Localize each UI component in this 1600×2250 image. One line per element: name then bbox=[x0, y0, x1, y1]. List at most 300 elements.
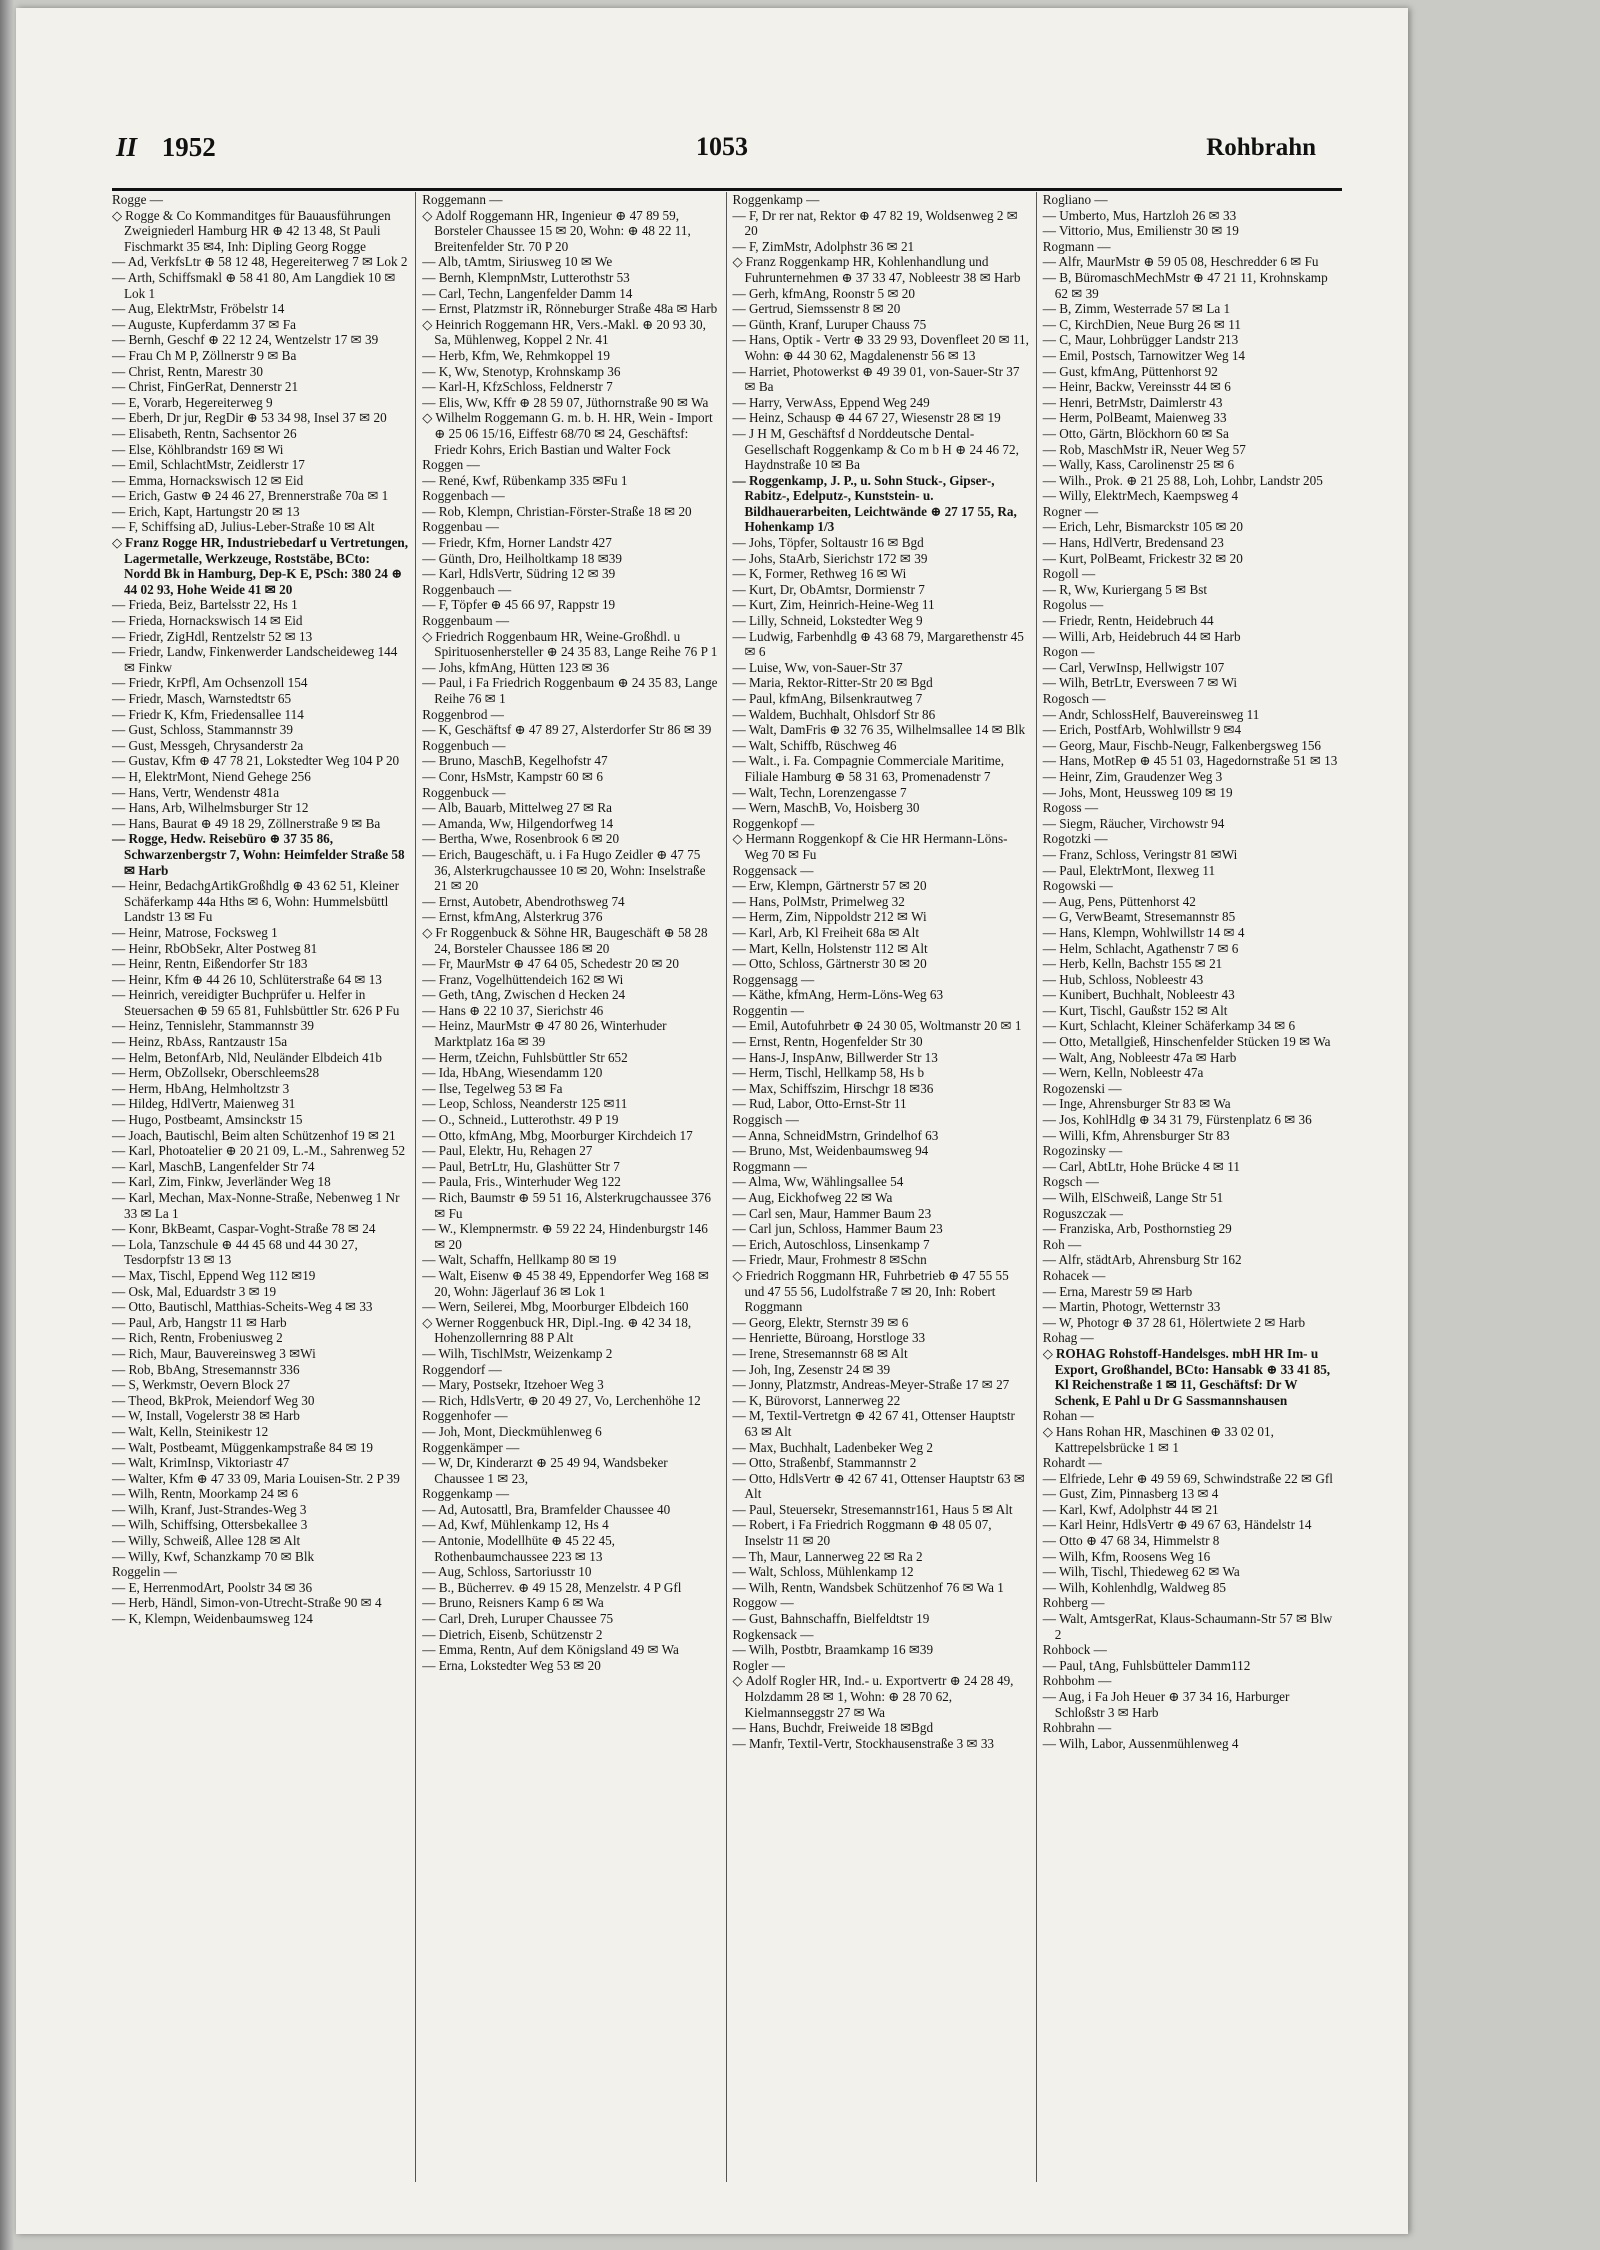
directory-entry bbox=[1043, 1128, 1340, 1144]
directory-entry bbox=[112, 1128, 409, 1144]
directory-entry bbox=[1043, 473, 1340, 489]
entry-text: — Heinr, Rentn, Eißendorfer Str 183 bbox=[112, 956, 308, 972]
directory-entry bbox=[422, 1252, 719, 1268]
directory-entry bbox=[112, 1346, 409, 1362]
directory-entry bbox=[112, 644, 409, 675]
directory-entry bbox=[1043, 863, 1340, 879]
surname-heading bbox=[733, 1159, 1030, 1175]
entry-text: — Walt, Eisenw ⊕ 45 38 49, Eppendorfer Weg 168 ✉ 20, Wohn: Jägerlauf 36 ✉ Lok 1 bbox=[422, 1267, 710, 1299]
entry-text: — J H M, Geschäftsf d Norddeutsche Dental-Gesellschaft Roggenkamp & Co m b H ⊕ 24 46 72, Haydnstraße 10 ✉ Ba bbox=[732, 425, 1019, 473]
directory-entry bbox=[1043, 1549, 1340, 1565]
directory-columns bbox=[106, 192, 1346, 2182]
directory-entry bbox=[112, 691, 409, 707]
entry-text: — F, Töpfer ⊕ 45 66 97, Rappstr 19 bbox=[422, 597, 616, 613]
entry-text: Rogliano — bbox=[1042, 192, 1108, 207]
entry-text: — Carl jun, Schloss, Hammer Baum 23 bbox=[732, 1221, 943, 1237]
directory-entry bbox=[733, 1065, 1030, 1081]
directory-entry bbox=[1043, 972, 1340, 988]
entry-text: — Wilh, Labor, Aussenmühlenweg 4 bbox=[1042, 1735, 1239, 1751]
directory-entry bbox=[1043, 909, 1340, 925]
entry-text: — Bernh, Geschf ⊕ 22 12 24, Wentzelstr 17 ✉ 39 bbox=[112, 332, 379, 348]
entry-text: — K, Bürovorst, Lannerweg 22 bbox=[732, 1392, 901, 1408]
directory-entry bbox=[422, 847, 719, 894]
directory-entry bbox=[422, 597, 719, 613]
entry-text: — Otto, Schloss, Gärtnerstr 30 ✉ 20 bbox=[732, 956, 927, 972]
directory-entry bbox=[1043, 1190, 1340, 1206]
entry-text: — W, Install, Vogelerstr 38 ✉ Harb bbox=[112, 1408, 300, 1424]
surname-heading bbox=[1043, 831, 1340, 847]
entry-text: — Ernst, Autobetr, Abendrothsweg 74 bbox=[422, 893, 625, 909]
directory-entry bbox=[733, 629, 1030, 660]
entry-text: Roggensagg — bbox=[732, 971, 815, 987]
directory-entry bbox=[1043, 379, 1340, 395]
entry-text: — Erich, Autoschloss, Linsenkamp 7 bbox=[732, 1236, 930, 1252]
directory-entry bbox=[733, 753, 1030, 784]
directory-entry bbox=[422, 925, 719, 956]
entry-text: — Ad, Kwf, Mühlenkamp 12, Hs 4 bbox=[422, 1517, 609, 1533]
entry-text: — Friedr, Rentn, Heidebruch 44 bbox=[1042, 613, 1214, 629]
directory-entry bbox=[1043, 1564, 1340, 1580]
directory-entry bbox=[112, 1408, 409, 1424]
directory-entry bbox=[112, 1580, 409, 1596]
entry-text: — Paul, tAng, Fuhlsbütteler Damm112 bbox=[1042, 1657, 1251, 1673]
directory-entry bbox=[1043, 535, 1340, 551]
directory-entry bbox=[733, 1252, 1030, 1268]
directory-entry bbox=[112, 379, 409, 395]
directory-entry bbox=[422, 1377, 719, 1393]
entry-text: Rogosch — bbox=[1042, 691, 1106, 706]
entry-text: — Frau Ch M P, Zöllnerstr 9 ✉ Ba bbox=[112, 347, 297, 363]
surname-heading bbox=[422, 1486, 719, 1502]
directory-entry bbox=[112, 1502, 409, 1518]
directory-entry bbox=[422, 566, 719, 582]
entry-text: — Herb, Händl, Simon-von-Utrecht-Straße 90 ✉ 4 bbox=[112, 1595, 382, 1611]
entry-text: — Walter, Kfm ⊕ 47 33 09, Maria Louisen-Str. 2 P 39 bbox=[112, 1470, 400, 1486]
running-title: Rohbrahn bbox=[1206, 134, 1316, 161]
entry-text: — Bruno, Mst, Weidenbaumsweg 94 bbox=[732, 1143, 929, 1159]
entry-text: — Umberto, Mus, Hartzloh 26 ✉ 33 bbox=[1042, 207, 1237, 223]
directory-entry bbox=[733, 1502, 1030, 1518]
surname-heading bbox=[1043, 192, 1340, 208]
entry-text: — Franziska, Arb, Posthornstieg 29 bbox=[1042, 1221, 1232, 1237]
entry-text: Rogner — bbox=[1042, 503, 1099, 519]
entry-text: — Gust, Messgeh, Chrysanderstr 2a bbox=[112, 737, 304, 753]
entry-text: — Paula, Fris., Winterhuder Weg 122 bbox=[422, 1174, 621, 1190]
directory-entry bbox=[733, 941, 1030, 957]
directory-entry bbox=[1043, 1315, 1340, 1331]
directory-entry bbox=[112, 1611, 409, 1627]
entry-text: ROHAG Rohstoff-Handelsges. mbH HR Im- u Export, Großhandel, BCto: Hansabk ⊕ 33 41 85, Kl Reichenstraße 1 ✉ 11, Geschäftsf: Dr W Schenk, E Pahl u Dr G Sassmannshausen bbox=[1054, 1345, 1331, 1408]
entry-text: — Franz, Schloss, Veringstr 81 ✉Wi bbox=[1042, 846, 1238, 862]
directory-entry bbox=[422, 1221, 719, 1252]
diamond-marker-icon: ◇ bbox=[112, 207, 123, 223]
entry-text: — Georg, Elektr, Sternstr 39 ✉ 6 bbox=[732, 1314, 909, 1330]
surname-heading bbox=[1043, 239, 1340, 255]
diamond-marker-icon: ◇ bbox=[732, 254, 743, 270]
entry-text: — Hans, PolMstr, Primelweg 32 bbox=[732, 893, 905, 909]
directory-entry bbox=[112, 317, 409, 333]
directory-entry bbox=[112, 1112, 409, 1128]
directory-entry bbox=[422, 1455, 719, 1486]
surname-heading bbox=[733, 1112, 1030, 1128]
surname-heading bbox=[1043, 597, 1340, 613]
directory-entry bbox=[112, 1034, 409, 1050]
directory-entry bbox=[733, 208, 1030, 239]
entry-text: — Friedr, Maur, Frohmestr 8 ✉Schn bbox=[732, 1252, 927, 1268]
directory-entry bbox=[1043, 208, 1340, 224]
directory-entry bbox=[1043, 1580, 1340, 1596]
surname-heading bbox=[1043, 1237, 1340, 1253]
entry-text: — Walt, Ang, Nobleestr 47a ✉ Harb bbox=[1042, 1049, 1237, 1065]
directory-entry bbox=[733, 738, 1030, 754]
entry-text: Franz Rogge HR, Industriebedarf u Vertretungen, Lagermetalle, Werkzeuge, Roststäbe, BCto: Nordd Bk in Hamburg, Dep-K E, PSch: 380 24 ⊕ 44 02 93, Hohe Weide 41 ✉ 20 bbox=[124, 535, 409, 597]
surname-heading bbox=[733, 816, 1030, 832]
directory-entry bbox=[422, 831, 719, 847]
entry-text: — Wilh, Kfm, Roosens Weg 16 bbox=[1042, 1548, 1211, 1564]
directory-entry bbox=[733, 582, 1030, 598]
diamond-marker-icon: ◇ bbox=[422, 628, 433, 644]
entry-text: — René, Kwf, Rübenkamp 335 ✉Fu 1 bbox=[422, 472, 628, 488]
column-2 bbox=[416, 192, 726, 2182]
directory-entry bbox=[733, 1050, 1030, 1066]
entry-text: — Carl, AbtLtr, Hohe Brücke 4 ✉ 11 bbox=[1042, 1158, 1240, 1174]
entry-text: — Ad, Autosattl, Bra, Bramfelder Chaussee 40 bbox=[422, 1501, 671, 1517]
directory-entry bbox=[1043, 675, 1340, 691]
directory-entry bbox=[733, 1034, 1030, 1050]
entry-text: Rohag — bbox=[1042, 1330, 1094, 1346]
directory-entry bbox=[422, 1564, 719, 1580]
directory-entry bbox=[1043, 613, 1340, 629]
entry-text: Roggenbach — bbox=[422, 488, 505, 504]
surname-heading bbox=[422, 738, 719, 754]
directory-entry bbox=[1043, 442, 1340, 458]
entry-text: — Ludwig, Farbenhdlg ⊕ 43 68 79, Margarethenstr 45 ✉ 6 bbox=[732, 628, 1024, 660]
directory-entry bbox=[112, 769, 409, 785]
entry-text: — Gertrud, Siemssenstr 8 ✉ 20 bbox=[732, 301, 901, 317]
directory-entry bbox=[1043, 254, 1340, 270]
directory-entry bbox=[1043, 738, 1340, 754]
entry-text: Rogoss — bbox=[1042, 800, 1099, 816]
surname-heading bbox=[422, 192, 719, 208]
directory-entry bbox=[1043, 1517, 1340, 1533]
entry-text: Rohardt — bbox=[1042, 1455, 1102, 1471]
directory-entry bbox=[112, 941, 409, 957]
entry-text: — Rob, MaschMstr iR, Neuer Weg 57 bbox=[1042, 441, 1246, 457]
entry-text: — Kurt, Zim, Heinrich-Heine-Weg 11 bbox=[732, 597, 935, 613]
entry-text: — Geth, tAng, Zwischen d Hecken 24 bbox=[422, 987, 626, 1003]
entry-text: — Karl, Zim, Finkw, Jeverländer Weg 18 bbox=[112, 1174, 331, 1190]
directory-entry bbox=[422, 317, 719, 348]
entry-text: — Otto, kfmAng, Mbg, Moorburger Kirchdeich 17 bbox=[422, 1127, 693, 1143]
directory-entry bbox=[112, 1315, 409, 1331]
surname-heading bbox=[1043, 504, 1340, 520]
entry-text: — Auguste, Kupferdamm 37 ✉ Fa bbox=[112, 316, 296, 332]
entry-text: — Luise, Ww, von-Sauer-Str 37 bbox=[732, 659, 903, 675]
directory-entry bbox=[422, 629, 719, 660]
directory-entry bbox=[112, 254, 409, 270]
directory-entry bbox=[1043, 364, 1340, 380]
directory-entry bbox=[112, 332, 409, 348]
directory-entry bbox=[1043, 1424, 1340, 1455]
directory-entry bbox=[422, 816, 719, 832]
entry-text: — Wilh., Prok. ⊕ 21 25 88, Loh, Lohbr, Landstr 205 bbox=[1042, 472, 1323, 488]
entry-text: — Carl, VerwInsp, Hellwigstr 107 bbox=[1042, 659, 1225, 675]
directory-entry bbox=[733, 1549, 1030, 1565]
surname-heading bbox=[733, 863, 1030, 879]
entry-text: — Willy, Kwf, Schanzkamp 70 ✉ Blk bbox=[112, 1548, 315, 1564]
directory-entry bbox=[1043, 941, 1340, 957]
directory-entry bbox=[112, 816, 409, 832]
directory-entry bbox=[422, 1128, 719, 1144]
entry-text: Rogozinsky — bbox=[1042, 1143, 1123, 1159]
entry-text: — Aug, Pens, Püttenhorst 42 bbox=[1042, 893, 1196, 909]
directory-entry bbox=[733, 660, 1030, 676]
directory-entry bbox=[1043, 1003, 1340, 1019]
header-rule bbox=[112, 188, 1342, 191]
directory-entry bbox=[733, 785, 1030, 801]
entry-text: — Herb, Kfm, We, Rehmkoppel 19 bbox=[422, 347, 610, 363]
surname-heading bbox=[1043, 1408, 1340, 1424]
directory-entry bbox=[112, 1081, 409, 1097]
entry-text: Rohacek — bbox=[1042, 1267, 1106, 1283]
directory-entry bbox=[1043, 488, 1340, 504]
entry-text: — Robert, i Fa Friedrich Roggmann ⊕ 48 05 07, Inselstr 11 ✉ 20 bbox=[732, 1517, 992, 1549]
surname-heading bbox=[733, 1658, 1030, 1674]
directory-entry bbox=[112, 208, 409, 255]
entry-text: — Emma, Hornackswisch 12 ✉ Eid bbox=[112, 472, 304, 488]
directory-entry bbox=[422, 1018, 719, 1049]
surname-heading bbox=[1043, 1720, 1340, 1736]
entry-text: — Vittorio, Mus, Emilienstr 30 ✉ 19 bbox=[1042, 223, 1239, 239]
directory-entry bbox=[112, 987, 409, 1018]
entry-text: — Herm, HbAng, Helmholtzstr 3 bbox=[112, 1080, 290, 1096]
entry-text: — Karl, Photoatelier ⊕ 20 21 09, L.-M., Sahrenweg 52 bbox=[112, 1143, 406, 1159]
directory-entry bbox=[733, 1018, 1030, 1034]
directory-entry bbox=[112, 1362, 409, 1378]
directory-entry bbox=[733, 800, 1030, 816]
entry-text: — Antonie, Modellhüte ⊕ 45 22 45, Rothenbaumchaussee 223 ✉ 13 bbox=[422, 1533, 615, 1564]
entry-text: — Erna, Lokstedter Weg 53 ✉ 20 bbox=[422, 1657, 601, 1673]
entry-text: — Eberh, Dr jur, RegDir ⊕ 53 34 98, Insel 37 ✉ 20 bbox=[112, 410, 387, 426]
directory-entry bbox=[733, 831, 1030, 862]
surname-heading bbox=[1043, 1642, 1340, 1658]
surname-heading bbox=[733, 1595, 1030, 1611]
directory-entry bbox=[1043, 1502, 1340, 1518]
surname-heading bbox=[1043, 1081, 1340, 1097]
surname-heading bbox=[733, 1627, 1030, 1643]
directory-entry bbox=[112, 1471, 409, 1487]
directory-entry bbox=[733, 535, 1030, 551]
entry-text: — Friedr, Landw, Finkenwerder Landscheideweg 144 ✉ Finkw bbox=[112, 644, 398, 675]
directory-entry bbox=[1043, 1284, 1340, 1300]
entry-text: — Otto, Bautischl, Matthias-Scheits-Weg 4 ✉ 33 bbox=[112, 1299, 373, 1315]
entry-text: — Paul, ElektrMont, Ilexweg 11 bbox=[1042, 862, 1216, 878]
directory-entry bbox=[422, 208, 719, 255]
entry-text: — Lola, Tanzschule ⊕ 44 45 68 und 44 30 27, Tesdorpfstr 13 ✉ 13 bbox=[112, 1236, 358, 1268]
entry-text: — Harriet, Photowerkst ⊕ 49 39 01, von-Sauer-Str 37 ✉ Ba bbox=[732, 363, 1020, 395]
directory-entry bbox=[733, 691, 1030, 707]
directory-entry bbox=[112, 1517, 409, 1533]
directory-entry bbox=[1043, 317, 1340, 333]
directory-page bbox=[16, 8, 1408, 2234]
surname-heading bbox=[422, 1440, 719, 1456]
entry-text: — F, Dr rer nat, Rektor ⊕ 47 82 19, Woldsenweg 2 ✉ 20 bbox=[732, 207, 1018, 239]
directory-entry bbox=[733, 1330, 1030, 1346]
entry-text: — Carl, Techn, Langenfelder Damm 14 bbox=[422, 285, 633, 301]
directory-entry bbox=[1043, 1252, 1340, 1268]
surname-heading bbox=[1043, 1455, 1340, 1471]
entry-text: — K, Former, Rethweg 16 ✉ Wi bbox=[732, 566, 907, 582]
directory-entry bbox=[112, 1190, 409, 1221]
entry-text: — Friedr, Masch, Warnstedtstr 65 bbox=[112, 691, 292, 706]
entry-text: Fr Roggenbuck & Söhne HR, Baugeschäft ⊕ 58 28 24, Borsteler Chaussee 186 ✉ 20 bbox=[434, 924, 708, 956]
entry-text: — Kurt, Dr, ObAmtsr, Dormienstr 7 bbox=[732, 581, 925, 597]
entry-text: Roguszczak — bbox=[1042, 1205, 1123, 1221]
entry-text: Rogolus — bbox=[1042, 597, 1104, 613]
directory-entry bbox=[112, 800, 409, 816]
directory-entry bbox=[422, 1268, 719, 1299]
entry-text: — Hub, Schloss, Nobleestr 43 bbox=[1042, 971, 1204, 987]
column-4 bbox=[1037, 192, 1346, 2182]
directory-entry bbox=[112, 1330, 409, 1346]
entry-text: Rogsch — bbox=[1042, 1174, 1099, 1190]
entry-text: — Willy, Schweiß, Allee 128 ✉ Alt bbox=[112, 1533, 301, 1549]
entry-text: — Franz, Vogelhüttendeich 162 ✉ Wi bbox=[422, 971, 624, 987]
entry-text: Wilhelm Roggemann G. m. b. H. HR, Wein - Import ⊕ 25 06 15/16, Eiffestr 68/70 ✉ 24, Geschäftsf: Friedr Kohrs, Erich Bastian und Walter Fock bbox=[434, 410, 713, 457]
directory-entry bbox=[422, 769, 719, 785]
directory-entry bbox=[1043, 332, 1340, 348]
entry-text: — Wilh, Rentn, Wandsbek Schützenhof 76 ✉ Wa 1 bbox=[732, 1579, 1004, 1595]
directory-entry bbox=[422, 909, 719, 925]
entry-text: Adolf Rogler HR, Ind.- u. Exportvertr ⊕ 24 28 49, Holzdamm 28 ✉ 1, Wohn: ⊕ 28 70 62, Kielmannseggstr 27 ✉ Wa bbox=[744, 1673, 1014, 1720]
directory-entry bbox=[1043, 660, 1340, 676]
entry-text: — Paul, i Fa Friedrich Roggenbaum ⊕ 24 35 83, Lange Reihe 76 ✉ 1 bbox=[422, 675, 718, 706]
surname-heading bbox=[422, 457, 719, 473]
entry-text: — S, Werkmstr, Oevern Block 27 bbox=[112, 1377, 291, 1393]
entry-text: Roggmann — bbox=[732, 1158, 807, 1174]
directory-entry bbox=[112, 457, 409, 473]
entry-text: — Hans, Klempn, Wohlwillstr 14 ✉ 4 bbox=[1042, 924, 1245, 940]
surname-heading bbox=[1043, 566, 1340, 582]
entry-text: — Otto ⊕ 47 68 34, Himmelstr 8 bbox=[1042, 1533, 1220, 1549]
directory-entry bbox=[733, 1206, 1030, 1222]
entry-text: — Georg, Maur, Fischb-Neugr, Falkenbergsweg 156 bbox=[1042, 737, 1322, 753]
entry-text: — Helm, Schlacht, Agathenstr 7 ✉ 6 bbox=[1042, 940, 1239, 956]
directory-entry bbox=[422, 1315, 719, 1346]
entry-text: — Hans, Optik - Vertr ⊕ 33 29 93, Dovenfleet 20 ✉ 11, Wohn: ⊕ 44 30 62, Magdalenenstr 56 ✉ 13 bbox=[732, 332, 1029, 363]
directory-entry bbox=[422, 1533, 719, 1564]
directory-entry bbox=[733, 1393, 1030, 1409]
entry-text: — Heinr, Zim, Graudenzer Weg 3 bbox=[1042, 768, 1223, 784]
surname-heading bbox=[422, 582, 719, 598]
directory-entry bbox=[112, 597, 409, 613]
directory-entry bbox=[422, 379, 719, 395]
directory-entry bbox=[733, 1736, 1030, 1752]
entry-text: Rogler — bbox=[732, 1657, 785, 1673]
directory-entry bbox=[733, 597, 1030, 613]
header-roman-numeral: II bbox=[116, 132, 138, 162]
surname-heading bbox=[422, 1408, 719, 1424]
entry-text: — Friedr, ZigHdl, Rentzelstr 52 ✉ 13 bbox=[112, 628, 313, 644]
directory-entry bbox=[112, 831, 409, 878]
surname-heading bbox=[422, 707, 719, 723]
entry-text: — Ad, VerkfsLtr ⊕ 58 12 48, Hegereiterweg 7 ✉ Lok 2 bbox=[112, 254, 408, 270]
entry-text: — K, Ww, Stenotyp, Krohnskamp 36 bbox=[422, 363, 621, 379]
entry-text: — Hugo, Postbeamt, Amsinckstr 15 bbox=[112, 1112, 303, 1128]
surname-heading bbox=[422, 785, 719, 801]
directory-entry bbox=[422, 504, 719, 520]
directory-entry bbox=[422, 956, 719, 972]
directory-entry bbox=[1043, 925, 1340, 941]
directory-entry bbox=[733, 613, 1030, 629]
entry-text: Roggenkamp — bbox=[422, 1486, 510, 1502]
entry-text: — Ernst, Platzmstr iR, Rönneburger Straße 48a ✉ Harb bbox=[422, 301, 718, 317]
entry-text: Rohbock — bbox=[1042, 1642, 1107, 1658]
directory-entry bbox=[112, 364, 409, 380]
entry-text: — Heinr, RbObSekr, Alter Postweg 81 bbox=[112, 940, 318, 956]
directory-entry bbox=[733, 332, 1030, 363]
directory-entry bbox=[112, 519, 409, 535]
directory-entry bbox=[422, 1627, 719, 1643]
entry-text: — Günth, Kranf, Luruper Chauss 75 bbox=[732, 316, 927, 332]
directory-entry bbox=[422, 270, 719, 286]
entry-text: — Fr, MaurMstr ⊕ 47 64 05, Schedestr 20 ✉ 20 bbox=[422, 956, 679, 972]
entry-text: — Ilse, Tegelweg 53 ✉ Fa bbox=[422, 1080, 563, 1096]
surname-heading bbox=[422, 519, 719, 535]
directory-entry bbox=[422, 473, 719, 489]
entry-text: — K, Klempn, Weidenbaumsweg 124 bbox=[112, 1611, 313, 1627]
directory-entry bbox=[112, 972, 409, 988]
entry-text: Roggenbuch — bbox=[422, 737, 506, 753]
entry-text: — E, HerrenmodArt, Poolstr 34 ✉ 36 bbox=[112, 1579, 313, 1595]
directory-entry bbox=[1043, 753, 1340, 769]
directory-entry bbox=[422, 1096, 719, 1112]
directory-entry bbox=[112, 473, 409, 489]
entry-text: Rohbohm — bbox=[1042, 1673, 1112, 1689]
entry-text: Rogon — bbox=[1042, 644, 1095, 660]
directory-entry bbox=[112, 1299, 409, 1315]
directory-entry bbox=[733, 909, 1030, 925]
directory-entry bbox=[733, 473, 1030, 535]
entry-text: — Karl Heinr, HdlsVertr ⊕ 49 67 63, Händelstr 14 bbox=[1042, 1517, 1312, 1533]
entry-text: Roggen — bbox=[422, 457, 480, 473]
directory-entry bbox=[733, 1408, 1030, 1439]
entry-text: — Emil, SchlachtMstr, Zeidlerstr 17 bbox=[112, 457, 305, 473]
entry-text: — C, KirchDien, Neue Burg 26 ✉ 11 bbox=[1042, 316, 1241, 332]
entry-text: — Karl, HdlsVertr, Südring 12 ✉ 39 bbox=[422, 566, 616, 582]
directory-entry bbox=[422, 1642, 719, 1658]
directory-entry bbox=[112, 488, 409, 504]
directory-entry bbox=[422, 348, 719, 364]
diamond-marker-icon: ◇ bbox=[732, 1267, 743, 1283]
directory-entry bbox=[422, 301, 719, 317]
entry-text: — Frieda, Hornackswisch 14 ✉ Eid bbox=[112, 613, 303, 629]
entry-text: Roggisch — bbox=[732, 1112, 799, 1128]
surname-heading bbox=[112, 1564, 409, 1580]
directory-entry bbox=[422, 675, 719, 706]
directory-entry bbox=[1043, 1159, 1340, 1175]
entry-text: — Hans, MotRep ⊕ 45 51 03, Hagedornstraße 51 ✉ 13 bbox=[1042, 753, 1338, 769]
entry-text: Rohberg — bbox=[1042, 1595, 1105, 1611]
entry-text: — Johs, StaArb, Sierichstr 172 ✉ 39 bbox=[732, 550, 928, 566]
entry-text: Rogge & Co Kommanditges für Bauausführungen Zweigniederl Hamburg HR ⊕ 42 13 48, St Pauli Fischmarkt 35 ✉4, Inh: Dipling Georg Rogge bbox=[124, 207, 391, 254]
entry-text: — Roggenkamp, J. P., u. Sohn Stuck-, Gipser-, Rabitz-, Edelputz-, Kunststein- u. Bildhauerarbeiten, Leichtwände ⊕ 27 17 55, Ra, Hohenkamp 1/3 bbox=[732, 472, 1017, 535]
entry-text: — Otto, Straßenbf, Stammannstr 2 bbox=[732, 1455, 917, 1471]
directory-entry bbox=[733, 1580, 1030, 1596]
entry-text: — Herm, Zim, Nippoldstr 212 ✉ Wi bbox=[732, 909, 927, 925]
entry-text: — Aug, i Fa Joh Heuer ⊕ 37 34 16, Harburger Schloßstr 3 ✉ Harb bbox=[1042, 1689, 1290, 1720]
entry-text: Rogkensack — bbox=[732, 1626, 814, 1642]
